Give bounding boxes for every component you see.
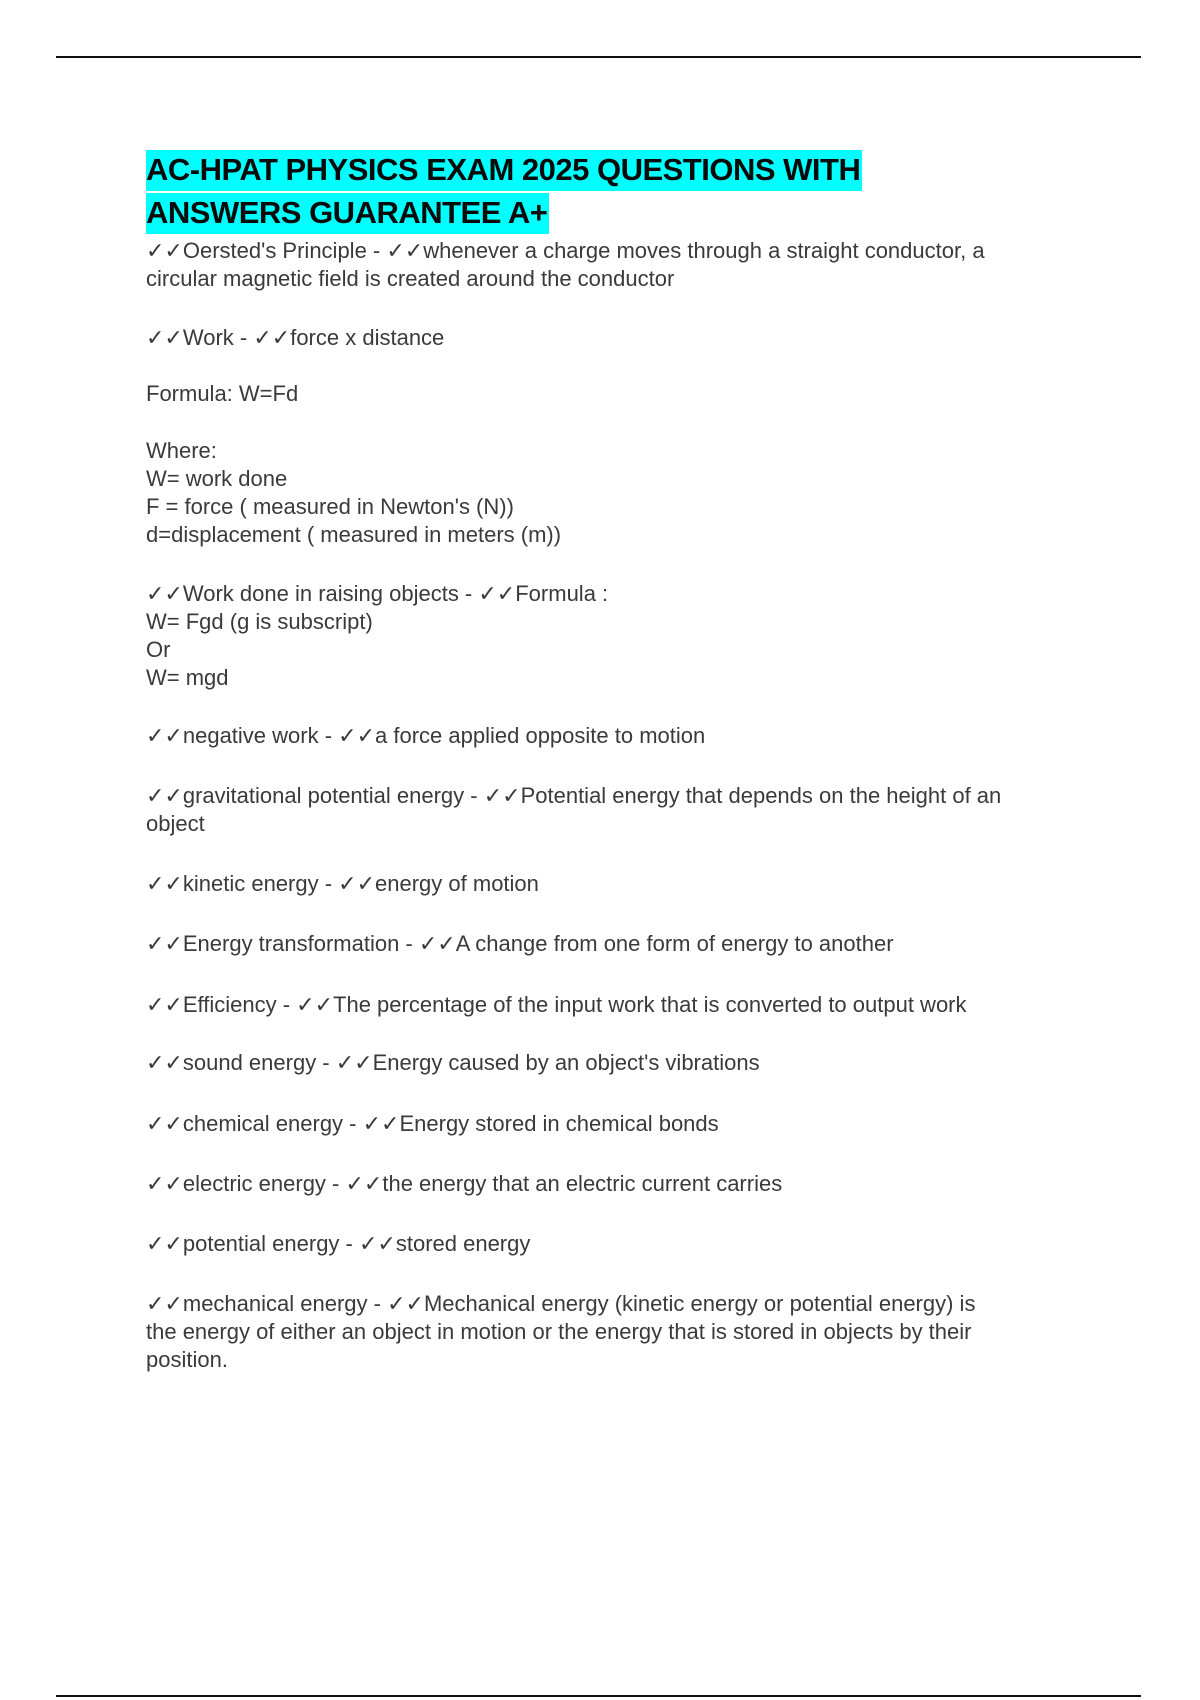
qa-entry [146, 1170, 1096, 1198]
bottom-rule [56, 1695, 1141, 1697]
qa-entry [146, 1290, 1096, 1374]
text-line: ✓✓Efficiency - ✓✓The percentage of the input work that is converted to output work [146, 992, 967, 1017]
qa-entry [146, 580, 1096, 692]
text-line: ✓✓Oersted's Principle - ✓✓whenever a charge moves through a straight conductor, a [146, 238, 985, 263]
title-line-2: ANSWERS GUARANTEE A+ [146, 193, 549, 234]
top-rule [56, 56, 1141, 58]
qa-entry [146, 1230, 1096, 1258]
qa-entry [146, 870, 1096, 898]
text-line: ✓✓chemical energy - ✓✓Energy stored in chemical bonds [146, 1111, 719, 1136]
text-line: ✓✓kinetic energy - ✓✓energy of motion [146, 871, 539, 896]
text-line: W= Fgd (g is subscript) [146, 609, 373, 634]
text-line: ✓✓Work - ✓✓force x distance [146, 325, 445, 350]
text-line: Formula: W=Fd [146, 381, 299, 406]
text-line: F = force ( measured in Newton's (N)) [146, 494, 514, 519]
qa-entry [146, 437, 1096, 549]
text-line: position. [146, 1347, 228, 1372]
text-line: ✓✓electric energy - ✓✓the energy that an electric current carries [146, 1171, 783, 1196]
text-line: object [146, 811, 205, 836]
text-line: ✓✓Work done in raising objects - ✓✓Formula : [146, 581, 609, 606]
text-line: ✓✓negative work - ✓✓a force applied opposite to motion [146, 723, 706, 748]
qa-entry [146, 991, 1096, 1019]
qa-entry [146, 722, 1096, 750]
text-line: d=displacement ( measured in meters (m)) [146, 522, 562, 547]
qa-entry [146, 930, 1096, 958]
qa-entry [146, 237, 1096, 293]
text-line: circular magnetic field is created around the conductor [146, 266, 675, 291]
text-line: Or [146, 637, 171, 662]
text-line: the energy of either an object in motion or the energy that is stored in objects by their [146, 1319, 972, 1344]
qa-entry [146, 1049, 1096, 1077]
text-line: Where: [146, 438, 217, 463]
text-line: ✓✓sound energy - ✓✓Energy caused by an object's vibrations [146, 1050, 760, 1075]
text-line: ✓✓Energy transformation - ✓✓A change from one form of energy to another [146, 931, 894, 956]
text-line: W= mgd [146, 665, 229, 690]
document-title [146, 148, 862, 234]
qa-entry [146, 782, 1096, 838]
text-line: W= work done [146, 466, 288, 491]
text-line: ✓✓potential energy - ✓✓stored energy [146, 1231, 531, 1256]
text-line: ✓✓gravitational potential energy - ✓✓Potential energy that depends on the height of an [146, 783, 1002, 808]
qa-entry [146, 1110, 1096, 1138]
qa-entry [146, 324, 1096, 352]
text-line: ✓✓mechanical energy - ✓✓Mechanical energy (kinetic energy or potential energy) is [146, 1291, 976, 1316]
qa-entry [146, 380, 1096, 408]
title-line-1: AC-HPAT PHYSICS EXAM 2025 QUESTIONS WITH [146, 150, 862, 191]
